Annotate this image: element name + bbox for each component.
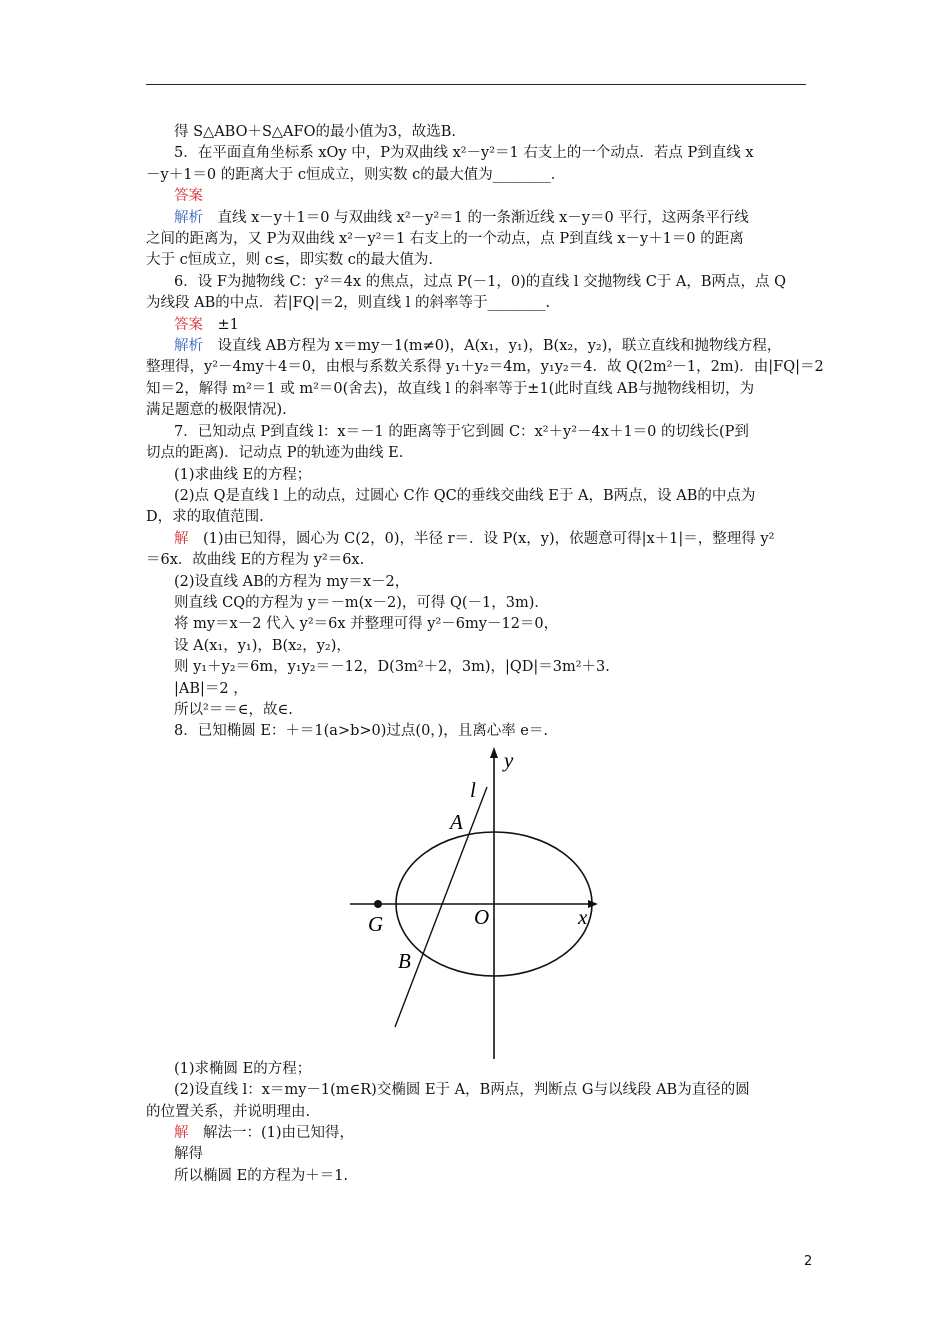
text-line — [146, 593, 808, 614]
text-line — [146, 550, 808, 571]
text-line — [146, 336, 808, 357]
line-text: 7．已知动点 P到直线 l：x＝－1 的距离等于它到圆 C：x²＋y²－4x＋1＝0 的切线长(P到 — [174, 423, 749, 440]
section-label: 解析 — [174, 209, 203, 226]
text-line — [146, 315, 808, 336]
section-label: 解 — [174, 1125, 189, 1141]
label-x: x — [578, 904, 588, 929]
text-line — [146, 422, 808, 443]
line-text: 解得 — [174, 1146, 203, 1163]
text-line — [146, 657, 808, 678]
text-line — [146, 293, 808, 314]
label-origin: O — [474, 904, 490, 929]
text-line — [146, 400, 808, 421]
line-text: 设直线 AB方程为 x＝my－1(m≠0)，A(x₁，y₁)，B(x₂，y₂)，联立直线和抛物线方程， — [203, 338, 782, 355]
section-label: 答案 — [174, 188, 203, 205]
line-text: 5．在平面直角坐标系 xOy 中，P为双曲线 x²－y²＝1 右支上的一个动点．若点 P到直线 x — [174, 145, 754, 162]
text-block-before-figure — [146, 122, 824, 743]
text-line — [146, 1080, 808, 1101]
text-line — [146, 208, 808, 229]
text-line — [146, 250, 808, 271]
line-text: 将 my＝x－2 代入 y²＝6x 并整理可得 y²－6my－12＝0， — [174, 616, 559, 633]
line-text: 所以²＝＝∈，故∈. — [174, 701, 293, 718]
line-text: (2)设直线 AB的方程为 my＝x－2， — [174, 573, 410, 590]
line-text: 切点的距离)．记动点 P的轨迹为曲线 E. — [146, 445, 404, 462]
text-line — [146, 636, 808, 657]
label-a: A — [450, 809, 463, 834]
line-text: 所以椭圆 E的方程为＋＝1. — [174, 1167, 349, 1184]
document-body — [146, 122, 824, 1187]
line-text: 整理得，y²－4my＋4＝0，由根与系数关系得 y₁＋y₂＝4m，y₁y₂＝4．故 Q(2m²－1，2m)．由|FQ|＝2 — [146, 359, 824, 376]
text-block-after-figure — [146, 1059, 808, 1187]
line-text: 为线段 AB的中点．若|FQ|＝2，则直线 l 的斜率等于________. — [146, 295, 551, 312]
line-text: 解法一：(1)由已知得， — [188, 1125, 355, 1141]
text-line — [146, 572, 808, 593]
text-line — [146, 122, 808, 143]
text-line — [146, 465, 808, 486]
label-b: B — [398, 948, 411, 973]
section-label: 解析 — [174, 338, 203, 355]
text-line — [146, 443, 808, 464]
line-text: 8．已知椭圆 E：＋＝1(a>b>0)过点(0，)，且离心率 e＝. — [174, 723, 548, 740]
line-text: ＝6x．故曲线 E的方程为 y²＝6x. — [146, 552, 365, 569]
text-line — [146, 1166, 808, 1187]
line-text: ±1 — [203, 316, 239, 333]
text-line — [146, 614, 808, 635]
text-line — [146, 143, 808, 164]
point-g — [374, 900, 382, 908]
line-text: 设 A(x₁，y₁)，B(x₂，y₂)， — [174, 637, 351, 654]
text-line — [146, 486, 808, 507]
line-text: 直线 x－y＋1＝0 与双曲线 x²－y²＝1 的一条渐近线 x－y＝0 平行，这两条平行线 — [203, 209, 749, 226]
x-axis-arrow-icon — [588, 900, 598, 908]
line-text: －y＋1＝0 的距离大于 c恒成立，则实数 c的最大值为________． — [146, 166, 566, 183]
text-line — [146, 1102, 808, 1123]
line-text: 得 S△ABO＋S△AFO的最小值为3，故选B. — [174, 124, 456, 140]
text-line — [146, 357, 824, 378]
line-text: 6．设 F为抛物线 C：y²＝4x 的焦点，过点 P(－1，0)的直线 l 交抛物线 C于 A，B两点，点 Q — [174, 273, 787, 290]
text-line — [146, 679, 808, 700]
line-text: 之间的距离为，又 P为双曲线 x²－y²＝1 右支上的一个动点，点 P到直线 x－y＋1＝0 的距离 — [146, 231, 744, 248]
line-text: D，求的取值范围. — [146, 509, 264, 526]
text-line — [146, 379, 808, 400]
text-line — [146, 700, 808, 721]
text-line — [146, 229, 808, 250]
text-line — [146, 507, 808, 528]
page-number: 2 — [804, 1254, 813, 1269]
text-line — [146, 721, 808, 742]
ellipse-figure — [350, 747, 598, 1059]
section-label: 解 — [174, 530, 189, 547]
line-text: (1)求曲线 E的方程； — [174, 466, 312, 483]
line-text: 知＝2，解得 m²＝1 或 m²＝0(舍去)，故直线 l 的斜率等于±1(此时直线 AB与抛物线相切，为 — [146, 380, 755, 397]
text-line — [146, 529, 808, 550]
line-text: 的位置关系，并说明理由. — [146, 1103, 311, 1120]
text-line — [146, 1059, 808, 1080]
text-line — [146, 186, 808, 207]
line-text: (2)点 Q是直线 l 上的动点，过圆心 C作 QC的垂线交曲线 E于 A，B两点，设 AB的中点为 — [174, 487, 756, 504]
text-line — [146, 1123, 808, 1144]
line-text: 满足题意的极限情况). — [146, 402, 287, 419]
label-l: l — [470, 777, 476, 802]
line-text: (1)求椭圆 E的方程； — [174, 1060, 312, 1077]
line-text: 大于 c恒成立，则 c≤，即实数 c的最大值为. — [146, 252, 433, 269]
text-line — [146, 1144, 808, 1165]
label-y: y — [504, 747, 514, 772]
line-text: (2)设直线 l：x＝my－1(m∈R)交椭圆 E于 A，B两点，判断点 G与以线段 AB为直径的圆 — [174, 1082, 750, 1099]
header-rule — [146, 84, 806, 85]
label-g: G — [368, 911, 384, 936]
line-text: |AB|＝2 ， — [174, 680, 248, 697]
line-text: (1)由已知得，圆心为 C(2，0)，半径 r＝．设 P(x，y)，依题意可得|x＋1|＝，整理得 y² — [188, 530, 775, 547]
y-axis-arrow-icon — [490, 747, 498, 758]
section-label: 答案 — [174, 316, 203, 333]
line-text: 则直线 CQ的方程为 y＝－m(x－2)，可得 Q(－1，3m)． — [174, 594, 549, 611]
text-line — [146, 272, 808, 293]
line-text: 则 y₁＋y₂＝6m，y₁y₂＝－12，D(3m²＋2，3m)，|QD|＝3m²＋3. — [174, 659, 610, 676]
text-line — [146, 165, 808, 186]
